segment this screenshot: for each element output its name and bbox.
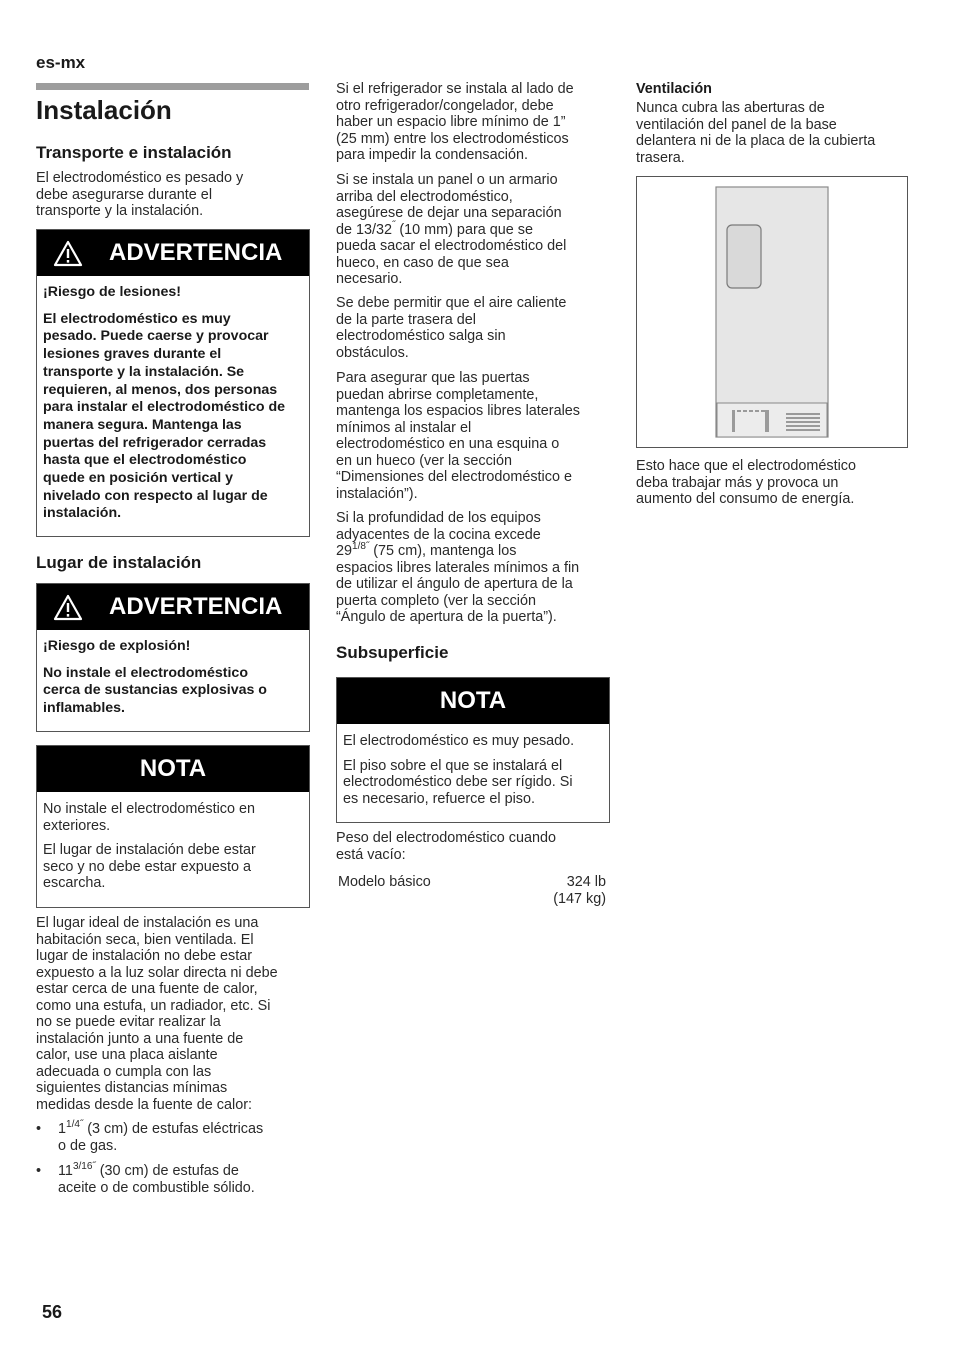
bullet-icon: • <box>36 1121 42 1137</box>
text-line: No instale el electrodoméstico en <box>43 801 255 817</box>
text-line: puedan abrirse completamente, <box>336 386 539 403</box>
text-line: aumento del consumo de energía. <box>636 491 855 507</box>
text-line: quede en posición vertical y <box>43 470 234 487</box>
transporte-paragraph <box>36 170 308 220</box>
text-line: transporte y la instalación. <box>36 203 204 219</box>
text-line: exteriores. <box>43 817 111 834</box>
note-paragraph: El electrodoméstico es muy pesado. <box>343 733 575 749</box>
text-line: es necesario, refuerce el piso. <box>343 790 535 807</box>
text-line: expuesto a la luz solar directa ni debe <box>36 964 278 981</box>
warning-risk: ¡Riesgo de explosión! <box>43 638 191 654</box>
panel-clearance-paragraph <box>336 172 612 288</box>
text-segment: (10 mm) para que se <box>395 221 533 238</box>
text-line: electrodoméstico salga sin <box>336 328 506 344</box>
text-line: instalación junto a una fuente de <box>36 1030 244 1047</box>
text-line: para impedir la condensación. <box>336 147 528 163</box>
text-segment: de 13/32 <box>336 221 393 238</box>
text-line: pueda sacar el electrodoméstico del <box>336 238 567 254</box>
text-line: medidas desde la fuente de calor: <box>36 1096 253 1113</box>
text-line: puertas del refrigerador cerradas <box>43 434 267 451</box>
text-line: debe asegurarse durante el <box>36 186 213 203</box>
refrigerator-illustration <box>636 176 908 448</box>
energy-paragraph <box>636 458 912 508</box>
section-heading-ventilacion: Ventilación <box>636 81 712 97</box>
cabinet-depth-paragraph <box>336 510 614 626</box>
text-line: escarcha. <box>43 875 106 891</box>
text-line: Si la profundidad de los equipos <box>336 510 541 526</box>
weight-kg: (147 kg) <box>553 890 606 907</box>
text-line: mínimos al instalar el <box>336 419 472 436</box>
text-line: Peso del electrodoméstico cuando <box>336 830 556 846</box>
text-line: está vacío: <box>336 846 406 863</box>
text-line: ventilación del panel de la base <box>636 116 837 133</box>
text-line: siguientes distancias mínimas <box>36 1080 228 1096</box>
text-line: seco y no debe estar expuesto a <box>43 858 252 875</box>
warning-triangle-icon <box>45 240 91 267</box>
text-line: mantenga los espacios libres laterales <box>336 403 580 419</box>
text-line: transporte y la instalación. Se <box>43 363 245 380</box>
text-line: trasera. <box>636 149 685 166</box>
text-line: de la parte trasera del <box>336 311 476 328</box>
text-line: para instalar el electrodoméstico de <box>43 399 286 416</box>
note-paragraph <box>43 842 303 892</box>
text-segment: 29 <box>336 543 353 559</box>
text-line: (25 mm) entre los electrodomésticos <box>336 130 569 147</box>
list-item <box>36 1121 310 1155</box>
note-label: NOTA <box>439 687 507 714</box>
bullet-value: 11 <box>58 1163 73 1179</box>
note-paragraph <box>343 758 603 808</box>
model-label: Modelo básico <box>338 874 431 890</box>
text-line: electrodoméstico en una esquina o <box>336 436 560 452</box>
text-line: instalación. <box>43 505 122 522</box>
text-line: estar cerca de una fuente de calor, <box>36 981 258 997</box>
text-line: puerta completo (ver la sección <box>336 592 536 609</box>
warning-bar <box>37 230 309 276</box>
text-line: El electrodoméstico es muy <box>43 310 231 327</box>
text-line: calor, use una placa aislante <box>36 1047 218 1063</box>
text-line: El piso sobre el que se instalará el <box>343 757 563 774</box>
text-line: lesiones graves durante el <box>43 346 222 363</box>
text-line: no se puede evitar realizar la <box>36 1014 221 1030</box>
text-line: El lugar de instalación debe estar <box>43 842 256 858</box>
ventilation-paragraph <box>636 100 912 166</box>
header-rule <box>36 83 309 90</box>
bullet-icon: • <box>36 1163 42 1179</box>
bullet-text: (30 cm) de estufas de <box>95 1163 239 1179</box>
text-line: Para asegurar que las puertas <box>336 370 530 386</box>
text-line: deba trabajar más y provoca un <box>636 474 839 491</box>
text-line: obstáculos. <box>336 344 409 361</box>
ideal-location-paragraph <box>36 915 310 1113</box>
text-line: delantera ni de la placa de la cubierta <box>636 133 876 149</box>
section-heading-lugar: Lugar de instalación <box>36 553 202 572</box>
language-code: es-mx <box>36 53 86 72</box>
text-line: hueco, en caso de que sea <box>336 254 509 271</box>
text-line: necesario. <box>336 271 403 287</box>
text-line: “Ángulo de apertura de la puerta”). <box>336 609 557 625</box>
bullet-text: aceite o de combustible sólido. <box>58 1179 255 1196</box>
text-line: arriba del electrodoméstico, <box>336 188 513 205</box>
warning-text <box>43 665 303 718</box>
text-line: No instale el electrodoméstico <box>43 664 248 681</box>
bullet-value: 1 <box>58 1121 67 1137</box>
list-item <box>36 1163 310 1197</box>
text-line: hasta que el electrodoméstico <box>43 452 247 469</box>
text-line: inflamables. <box>43 700 126 717</box>
page-number: 56 <box>42 1302 63 1322</box>
warning-box-explosion <box>36 583 310 732</box>
note-label: NOTA <box>139 755 207 782</box>
note-bar <box>337 678 609 724</box>
bullet-text: o de gas. <box>58 1137 118 1154</box>
text-line: habitación seca, bien ventilada. El <box>36 931 254 948</box>
refrigerator-icon <box>637 177 907 447</box>
note-box-floor <box>336 677 610 823</box>
text-line: Esto hace que el electrodoméstico <box>636 458 856 474</box>
note-paragraph <box>43 801 303 834</box>
text-line: instalación”). <box>336 485 418 502</box>
text-line: asegúrese de dejar una separación <box>336 205 562 221</box>
fraction: 3/16˝ <box>72 1161 96 1173</box>
section-heading-subsuperficie: Subsuperficie <box>336 643 449 662</box>
warning-text <box>43 311 303 523</box>
text-line: haber un espacio libre mínimo de 1” <box>336 114 566 130</box>
warning-label: ADVERTENCIA <box>109 593 283 620</box>
note-bar <box>37 746 309 792</box>
fraction: 1/8˝ <box>352 541 370 553</box>
bullet-text: (3 cm) de estufas eléctricas <box>83 1121 264 1137</box>
adjacent-fridge-paragraph <box>336 81 612 164</box>
section-heading-transporte: Transporte e instalación <box>36 143 232 162</box>
text-line: requieren, al menos, dos personas <box>43 381 278 398</box>
weight-paragraph <box>336 830 612 863</box>
note-box-exterior <box>36 745 310 908</box>
page-title: Instalación <box>36 95 172 125</box>
warning-risk: ¡Riesgo de lesiones! <box>43 284 181 300</box>
weight-lb: 324 lb <box>566 874 606 890</box>
warning-bar <box>37 584 309 630</box>
hot-air-paragraph <box>336 295 612 361</box>
warning-triangle-icon <box>45 594 91 621</box>
door-clearance-paragraph <box>336 370 614 502</box>
text-line: lugar de instalación no debe estar <box>36 948 253 964</box>
warning-box-injury <box>36 229 310 537</box>
text-line: en un hueco (ver la sección <box>336 452 512 469</box>
text-line: Se debe permitir que el aire caliente <box>336 295 567 311</box>
text-line: espacios libres laterales mínimos a fin <box>336 559 580 576</box>
text-line: de utilizar el ángulo de apertura de la <box>336 576 573 592</box>
fraction: ˝ <box>392 219 396 231</box>
text-line: El electrodoméstico es pesado y <box>36 170 244 186</box>
model-weight <box>500 874 606 907</box>
text-line: electrodoméstico debe ser rígido. Si <box>343 774 573 790</box>
text-line: nivelado con respecto al lugar de <box>43 487 268 504</box>
text-line: Si se instala un panel o un armario <box>336 172 558 188</box>
text-segment: (75 cm), mantenga los <box>369 543 517 559</box>
text-line: pesado. Puede caerse y provocar <box>43 328 269 345</box>
text-line: manera segura. Mantenga las <box>43 416 242 433</box>
text-line: “Dimensiones del electrodoméstico e <box>336 469 572 485</box>
text-line: El lugar ideal de instalación es una <box>36 915 259 931</box>
text-line: otro refrigerador/congelador, debe <box>336 97 554 114</box>
fraction: 1/4˝ <box>66 1119 84 1131</box>
warning-label: ADVERTENCIA <box>109 239 283 266</box>
text-line: como una estufa, un radiador, etc. Si <box>36 997 271 1014</box>
text-line: adecuada o cumpla con las <box>36 1063 212 1080</box>
text-line: Nunca cubra las aberturas de <box>636 100 825 116</box>
text-line: adyacentes de la cocina excede <box>336 526 541 543</box>
text-line: cerca de sustancias explosivas o <box>43 682 267 699</box>
text-line: Si el refrigerador se instala al lado de <box>336 81 574 97</box>
